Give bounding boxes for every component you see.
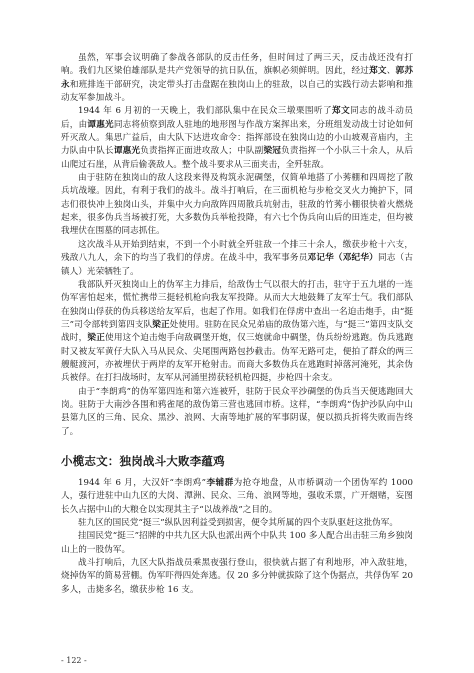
text-run: 和班排连干部研究，决定带头打击盘踞在独岗山上的驻敌，以自己的实践行动去影响和推动友军参加战斗。 [61, 79, 413, 104]
text-run: 为抢夺地盘，从市桥调动一个团伪军约 1000 人，强行进驻中山九区的大岗、潭洲、民众、三角、浪网等地，强收禾票，广开烟赌，妄图长久占据中山的大粮仓以实现其主子“以战养战”之目的。 [61, 477, 413, 515]
body-text-part-1 [61, 52, 413, 439]
paragraph [61, 279, 413, 386]
person-name: 谭惠光 [113, 146, 141, 157]
text-run: 处使用。驻防在民众兄弟庙的敌伪第六连，与“挺三”第四支队交战时， [61, 319, 413, 344]
person-name: 谭惠光 [87, 119, 114, 130]
text-run: 1944 年 6 月，大汉奸“李朗鸡” [78, 477, 207, 488]
text-run: 战斗打响后，九区大队指战员乘黑夜强行登山，很快就占据了有利地形，冲入敌驻地，烧掉伪军的简易营棚。伪军吓得四处奔逃。仅 20 多分钟就拔除了这个伪据点，共俘伪军 20 多人，击毙多名，缴获步枪 16 支。 [61, 558, 413, 595]
text-run: 同志（古镇人）光荣牺牲了。 [61, 253, 414, 277]
paragraph [61, 239, 413, 279]
paragraph [61, 530, 413, 557]
paragraph [61, 52, 413, 105]
document-page [61, 52, 413, 597]
text-run: 驻九区的国民党“挺三”纵队因利益受到损害，便令其所属的四个支队驱赶这批伪军。 [78, 518, 399, 528]
person-name: 梁正 [152, 319, 170, 330]
person-name: 梁正 [87, 333, 106, 344]
text-run: 同志的战斗动员后，由 [61, 106, 413, 130]
text-run: 负责指挥正面进攻敌人；中队副 [140, 146, 264, 157]
paragraph [61, 172, 413, 239]
section-title: 小榄志文：独岗战斗大败李蕴鸡 [61, 453, 225, 468]
body-text-part-2 [61, 477, 413, 597]
person-name: 邓记华（邓纪华） [307, 253, 378, 264]
paragraph [61, 477, 413, 517]
page-number: - 122 - [61, 656, 87, 665]
person-name: 郑文 [369, 66, 387, 77]
text-run: 使用这个迫击炮手向敌碉堡开炮，仅三炮就命中碉堡，伪兵纷纷逃跑。伪兵逃跑时又被友军黄仔大队入马从民众、尖尾围两路包抄截击。伪军无路可走，便拍了群众的两三艘艇渡河，亦被埋伏于两岸的友军开枪射击。而商大多数伪兵在逃跑时掉落河淹死，其余伪兵被俘。在打扫战场时，友军从河涌里捞获轻机枪四挺，步枪四十余支。 [61, 333, 413, 384]
text-run: 由于驻防在独岗山的敌人这段来得及构筑永泥碉堡，仅简单地搭了小莠棚和四周挖了散兵坑战壕。因此，有利于我们的战斗。战斗打响后，在三面机枪与步枪交叉火力掩护下，同志们很快冲上独岗山头，并集中火力向敌阵四周散兵坑射击，驻敌的竹莠小棚很快着火燃烧起来，很多伪兵当场被打死，大多数伪兵举枪投降，有六七个伪兵向山后的田连走，但均被我埋伏在围墓的同志抓住。 [61, 173, 413, 237]
text-run: 由于“李朗鸡”的伪军第四连和第六连被歼，驻防于民众平沙碉堡的伪兵当天便逃跑回大岗。驻防于大南沙各围和鸦雀尾的敌伪第三营也逃回市桥。这样，“李朗鸡”伪护沙队向中山县第九区的三角、民众、黑沙、浪网、大南等地扩展的军事阴谋，便以损兵折将失败而告终了。 [61, 386, 413, 437]
person-name: 梁冠 [263, 146, 282, 157]
text-run: 挂国民党“挺三”招牌的中共九区大队也派出两个中队共 100 多人配合出击驻三角乡独岗山上的一股伪军。 [61, 531, 413, 555]
person-name: 郑文 [332, 106, 351, 117]
text-run: 我部队歼灭独岗山上的伪军主力排后，给敌伪士气以很大的打击，驻守于五九堪的一连伪军害怕起来，慌忙携带三挺轻机枪向我友军投降。从而大大地鼓舞了友军士气。我们部队在独岗山俘获的伪兵移送给友军后，也起了作用。如我们在俘虏中查出一名迫击炮手，由“挺三”司令部转到第四支队 [61, 279, 413, 330]
paragraph [61, 557, 413, 597]
paragraph [61, 105, 413, 172]
text-run: 同志将侦察到敌人驻地的地形图与作战方案挥出来，分班组发动战士讨论如何歼灭敌人。集思广益后，由大队下达进攻命令：指挥部设在独岗山边的小山坡观音庙内，主力队由中队长 [61, 119, 414, 157]
person-name: 郭苏永 [61, 66, 413, 90]
text-run: 、 [386, 66, 396, 77]
paragraph [61, 386, 413, 439]
text-run: 这次战斗从开始到结束，不到一个小时就全歼驻敌一个排三十余人，缴获步枪十六支，残敌八九人，余下的均当了我们的俘虏。在战斗中，我军事务员 [61, 239, 413, 264]
text-run: 1944 年 6 月初的一天晚上，我们部队集中在民众三墩栗围听了 [78, 106, 333, 117]
text-run: 虽然，军事会议明确了参战各部队的反击任务，但时间过了两三天，反击战还没有打响。我们九区梁伯雄部队是共产党领导的抗日队伍，旗帜必须鲜明。因此，经过 [61, 53, 413, 77]
text-run: 负责指挥一个小队三十余人，从后山爬过石崖，从背后偷袭敌人。整个战斗要求从三面夹击，全歼驻敌。 [61, 146, 413, 170]
person-name: 李辅群 [206, 477, 234, 488]
paragraph [61, 517, 413, 530]
